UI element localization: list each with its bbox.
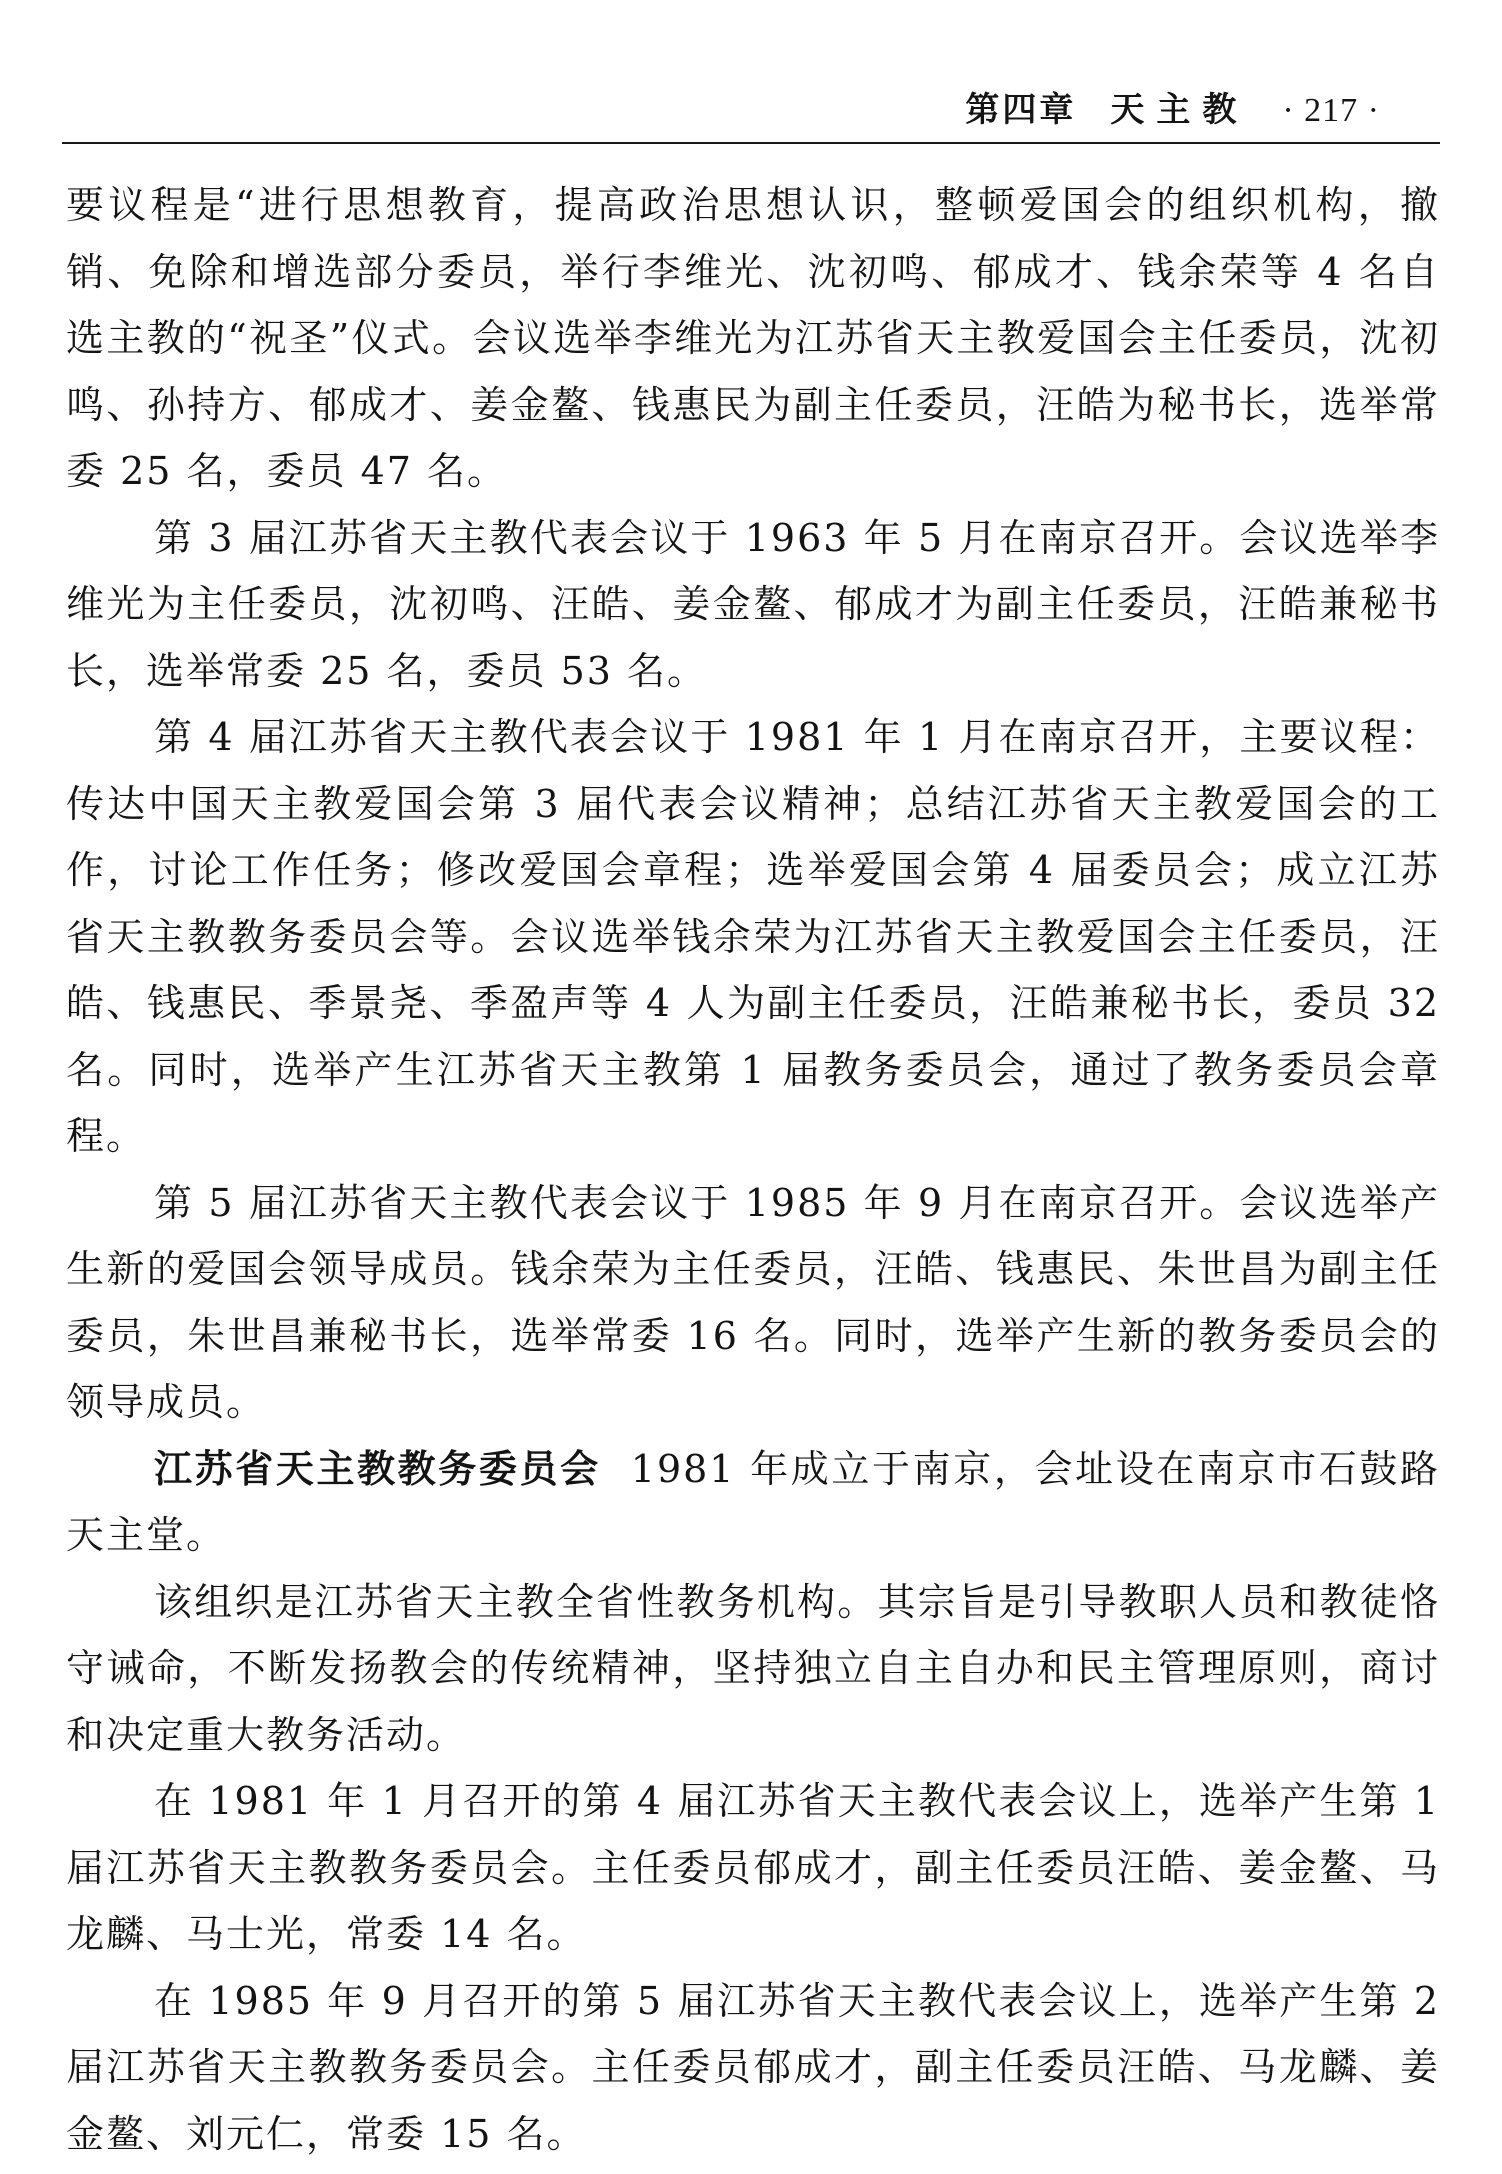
paragraph-text: 1981 年成立于南京，会址设在南京市石鼓路天主堂。: [66, 1446, 1440, 1557]
running-header: [62, 78, 1440, 144]
body-text: [66, 172, 1440, 2167]
paragraph: [66, 172, 1440, 505]
paragraph-text: 在 1981 年 1 月召开的第 4 届江苏省天主教代表会议上，选举产生第 1 届江苏省天主教教务委员会。主任委员郁成才，副主任委员汪皓、姜金鳌、马龙麟、马士光，常委 14 名。: [66, 1779, 1440, 1956]
paragraph-text: 要议程是“进行思想教育，提高政治思想认识，整顿爱国会的组织机构，撤销、免除和增选部分委员，举行李维光、沈初鸣、郁成才、钱余荣等 4 名自选主教的“祝圣”仪式。会议选举李维光为江苏省天主教爱国会主任委员，沈初鸣、孙持方、郁成才、姜金鳌、钱惠民为副主任委员，汪皓为秘书长，选举常委 25 名，委员 47 名。: [66, 183, 1440, 493]
header-text: [965, 82, 1380, 131]
paragraph: [66, 1170, 1440, 1436]
paragraph-text: 第 5 届江苏省天主教代表会议于 1985 年 9 月在南京召开。会议选举产生新的爱国会领导成员。钱余荣为主任委员，汪皓、钱惠民、朱世昌为副主任委员，朱世昌兼秘书长，选举常委 16 名。同时，选举产生新的教务委员会的领导成员。: [66, 1180, 1440, 1424]
paragraph: [66, 1968, 1440, 2168]
paragraph: [66, 505, 1440, 705]
chapter-label: 第四章: [965, 90, 1077, 130]
paragraph: [66, 1768, 1440, 1968]
paragraph-text: 在 1985 年 9 月召开的第 5 届江苏省天主教代表会议上，选举产生第 2 届江苏省天主教教务委员会。主任委员郁成才，副主任委员汪皓、马龙麟、姜金鳌、刘元仁，常委 15 名。: [66, 1978, 1440, 2156]
paragraph-text: 第 4 届江苏省天主教代表会议于 1981 年 1 月在南京召开，主要议程：传达中国天主教爱国会第 3 届代表会议精神；总结江苏省天主教爱国会的工作，讨论工作任务；修改爱国会章程；选举爱国会第 4 届委员会；成立江苏省天主教教务委员会等。会议选举钱余荣为江苏省天主教爱国会主任委员，汪皓、钱惠民、季景尧、季盈声等 4 人为副主任委员，汪皓兼秘书长，委员 32 名。同时，选举产生江苏省天主教第 1 届教务委员会，通过了教务委员会章程。: [66, 715, 1440, 1158]
page-number: · 217 ·: [1282, 92, 1380, 129]
paragraph-text: 该组织是江苏省天主教全省性教务机构。其宗旨是引导教职人员和教徒恪守诫命，不断发扬教会的传统精神，坚持独立自主自办和民主管理原则，商讨和决定重大教务活动。: [66, 1579, 1440, 1757]
section-title: 天主教: [1110, 90, 1249, 130]
paragraph: [66, 704, 1440, 1170]
paragraph: [66, 1436, 1440, 1569]
paragraph-text: 第 3 届江苏省天主教代表会议于 1963 年 5 月在南京召开。会议选举李维光为主任委员，沈初鸣、汪皓、姜金鳌、郁成才为副主任委员，汪皓兼秘书长，选举常委 25 名，委员 53 名。: [66, 515, 1440, 693]
paragraph: [66, 1569, 1440, 1769]
entry-term: 江苏省天主教教务委员会: [154, 1446, 601, 1491]
